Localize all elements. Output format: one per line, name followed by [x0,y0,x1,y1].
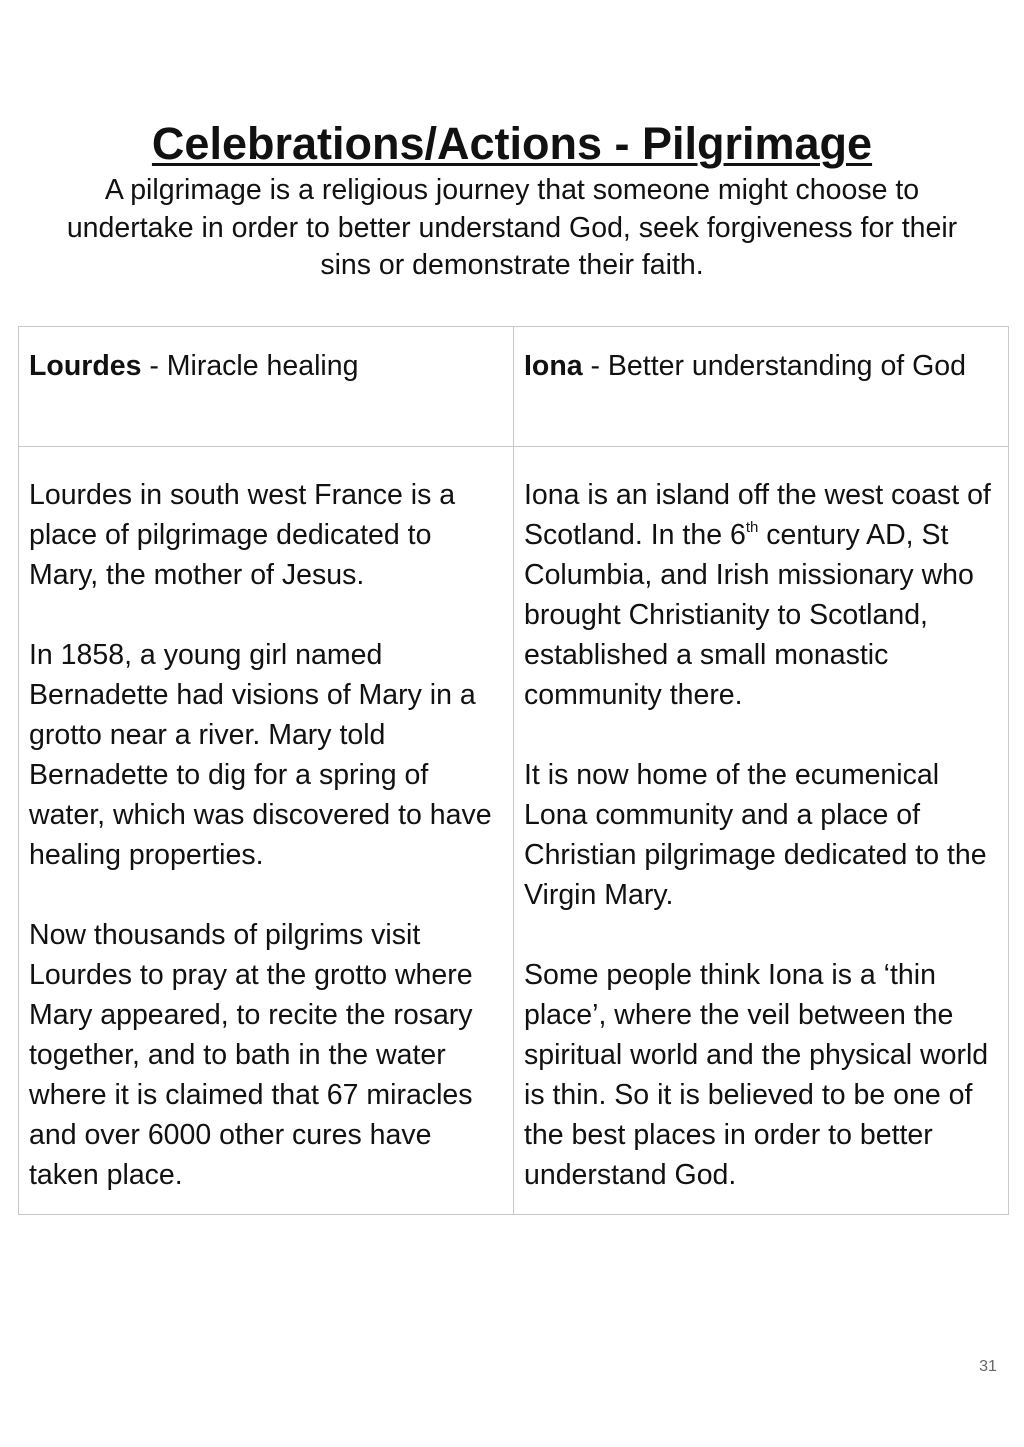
iona-paragraph-2: It is now home of the ecumenical Lona community and a place of Christian pilgrimage dedicated to the Virgin Mary. [524,759,987,911]
lourdes-name: Lourdes [29,350,142,382]
lourdes-heading-cell [19,327,514,447]
iona-paragraph-3: Some people think Iona is a ‘thin place’, where the veil between the spiritual world and the physical world is thin. So it is believed to be one of the best places in order to better understand God. [524,959,989,1191]
iona-subtitle: - Better understanding of God [582,350,966,382]
lourdes-subtitle: - Miracle healing [141,350,359,382]
intro-paragraph: A pilgrimage is a religious journey that someone might choose to undertake in order to better understand God, seek forgiveness for their sins or demonstrate their faith. [66,174,958,281]
iona-paragraph-1-end: century AD, St Columbia, and Irish missionary who brought Christianity to Scotland, established a small monastic community there. [524,519,974,711]
iona-paragraph-1-start: Iona is an island off the west coast of Scotland. In the 6 [524,479,991,551]
iona-paragraph-1 [524,475,998,715]
page-number: 31 [979,1358,997,1375]
lourdes-paragraph-1: Lourdes in south west France is a place of pilgrimage dedicated to Mary, the mother of Jesus. [29,479,456,591]
table-body-row [19,447,1009,1215]
page-title: Celebrations/Actions - Pilgrimage [151,118,873,169]
lourdes-paragraph-2: In 1858, a young girl named Bernadette had visions of Mary in a grotto near a river. Mary told Bernadette to dig for a spring of water, which was discovered to have healing properties. [29,639,492,871]
lourdes-paragraph-3: Now thousands of pilgrims visit Lourdes to pray at the grotto where Mary appeared, to recite the rosary together, and to bath in the water where it is claimed that 67 miracles and over 6000 other cures have taken place. [29,919,473,1191]
iona-name: Iona [524,350,583,382]
iona-heading-cell [514,327,1009,447]
table-header-row [19,327,1009,447]
iona-body-cell [514,447,1009,1215]
iona-ordinal-suffix: th [745,518,759,536]
lourdes-body-cell [19,447,514,1215]
pilgrimage-table [18,326,1009,1215]
